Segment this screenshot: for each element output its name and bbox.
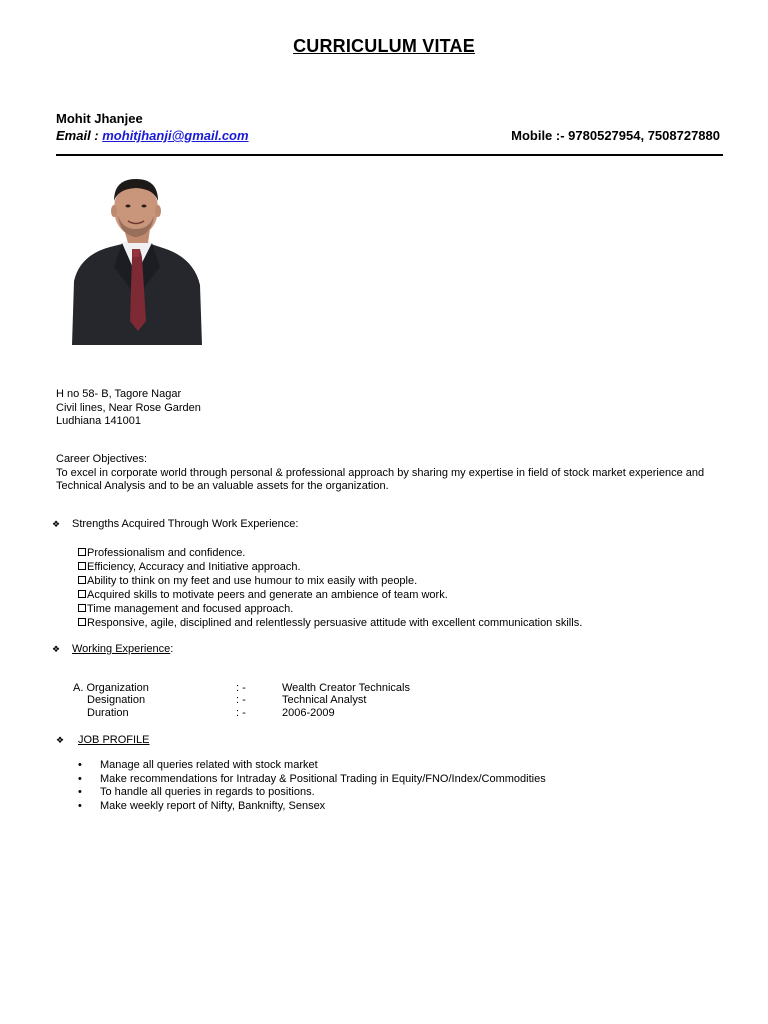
- work-row-sep: : -: [236, 682, 246, 694]
- checkbox-bullet-icon: [78, 548, 86, 556]
- work-heading-suffix: :: [170, 643, 174, 655]
- work-row-sep: : -: [236, 707, 246, 719]
- address-line: H no 58- B, Tagore Nagar: [56, 388, 182, 400]
- job-profile-list: [78, 759, 546, 814]
- header-divider: [56, 154, 723, 156]
- work-heading: [52, 643, 173, 655]
- work-row-value: Technical Analyst: [282, 694, 367, 706]
- bullet-dot-icon: •: [78, 759, 82, 771]
- diamond-bullet-icon: ❖: [56, 735, 65, 745]
- career-text: To excel in corporate world through personal & professional approach by sharing my expertise in field of stock market experience and Technical Analysis and to be an valuable assets for the organization.: [56, 466, 705, 492]
- list-item: Responsive, agile, disciplined and relentlessly persuasive attitude with excellent communication skills.: [78, 616, 582, 630]
- work-row-sep: : -: [236, 694, 246, 706]
- address-block: [56, 388, 201, 429]
- email-link[interactable]: mohitjhanji@gmail.com: [102, 128, 249, 143]
- strengths-list: [78, 546, 582, 630]
- work-row-label: A. Organization: [73, 682, 149, 694]
- candidate-name: Mohit Jhanjee: [56, 111, 143, 126]
- list-item: Ability to think on my feet and use humour to mix easily with people.: [78, 574, 582, 588]
- strengths-heading: [52, 518, 298, 530]
- list-item: Efficiency, Accuracy and Initiative approach.: [78, 560, 582, 574]
- list-item: • Make recommendations for Intraday & Positional Trading in Equity/FNO/Index/Commodities: [78, 772, 546, 785]
- career-objectives: [56, 453, 726, 494]
- address-line: Civil lines, Near Rose Garden: [56, 401, 201, 414]
- list-item: • Make weekly report of Nifty, Banknifty, Sensex: [78, 800, 326, 813]
- checkbox-bullet-icon: [78, 590, 86, 598]
- work-heading-label: Working Experience: [72, 643, 171, 655]
- diamond-bullet-icon: ❖: [52, 644, 61, 654]
- list-item: • Manage all queries related with stock market: [78, 759, 318, 771]
- document-title: CURRICULUM VITAE: [293, 36, 475, 56]
- email-row: [56, 128, 249, 143]
- work-row-label: Designation: [87, 694, 146, 706]
- diamond-bullet-icon: ❖: [52, 519, 61, 529]
- career-heading: Career Objectives:: [56, 453, 148, 465]
- address-line: Ludhiana 141001: [56, 415, 142, 427]
- checkbox-bullet-icon: [78, 604, 86, 612]
- list-item: Acquired skills to motivate peers and generate an ambience of team work.: [78, 588, 582, 602]
- bullet-dot-icon: •: [78, 800, 82, 813]
- job-profile-heading: [56, 734, 150, 746]
- work-row-label: Duration: [87, 707, 129, 719]
- job-profile-heading-label: JOB PROFILE: [78, 734, 150, 746]
- list-item: Time management and focused approach.: [78, 602, 582, 616]
- bullet-dot-icon: •: [78, 786, 82, 799]
- work-row-value: Wealth Creator Technicals: [282, 682, 410, 694]
- bullet-dot-icon: •: [78, 772, 82, 785]
- checkbox-bullet-icon: [78, 576, 86, 584]
- profile-photo: [66, 171, 206, 345]
- strengths-heading-label: Strengths Acquired Through Work Experience:: [72, 518, 299, 530]
- checkbox-bullet-icon: [78, 618, 86, 626]
- email-label: Email :: [56, 128, 103, 143]
- work-row-value: 2006-2009: [282, 707, 335, 719]
- list-item: • To handle all queries in regards to positions.: [78, 786, 315, 799]
- checkbox-bullet-icon: [78, 562, 86, 570]
- mobile-numbers: Mobile :- 9780527954, 7508727880: [511, 128, 720, 143]
- list-item: Professionalism and confidence.: [78, 546, 582, 560]
